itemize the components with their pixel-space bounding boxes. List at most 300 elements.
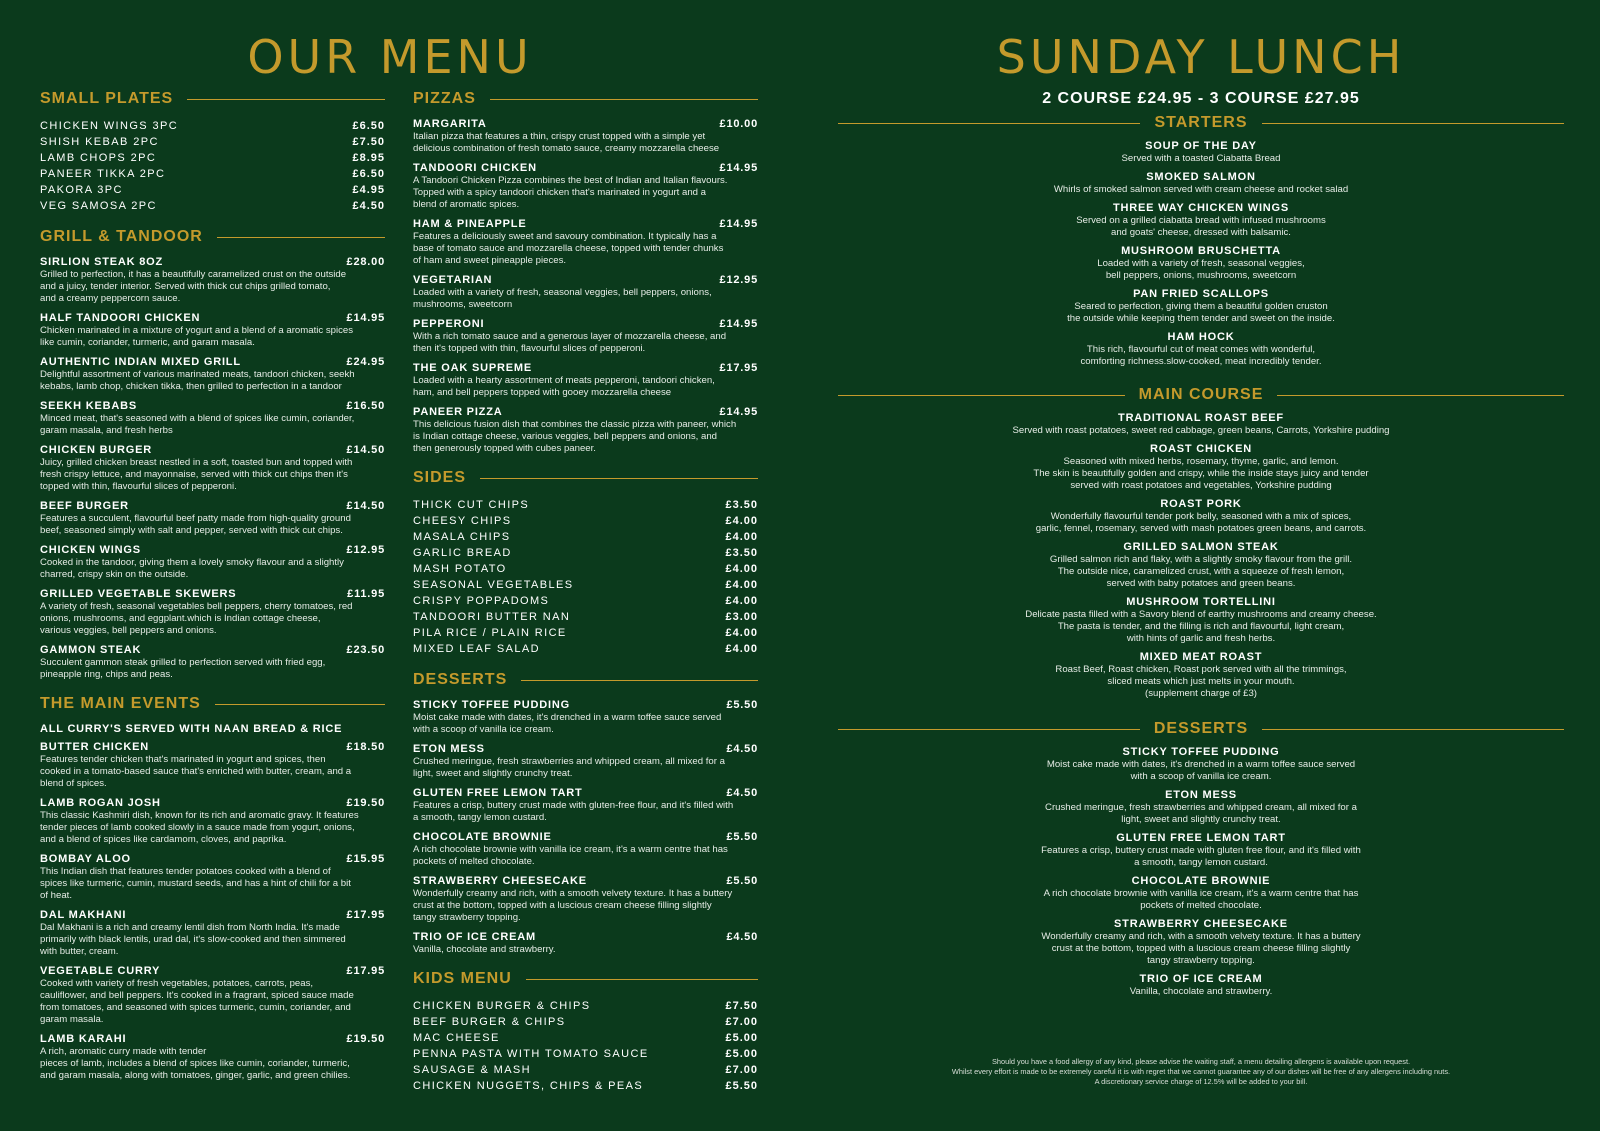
- menu-item-header: [40, 400, 385, 413]
- item-name: MIXED MEAT ROAST: [1139, 651, 1263, 663]
- item-price: £5.50: [726, 831, 758, 843]
- course-item: [838, 832, 1564, 869]
- menu-item-header: [413, 362, 758, 375]
- item-description: Vanilla, chocolate and strawberry.: [1129, 986, 1273, 997]
- item-name: PEPPERONI: [413, 318, 485, 330]
- item-name: ROAST PORK: [1160, 498, 1242, 510]
- starters-heading: [838, 112, 1564, 134]
- kids-list: [413, 998, 758, 1094]
- item-description: Served with a toasted Ciabatta Bread: [1121, 153, 1281, 164]
- item-price: £7.50: [352, 136, 385, 148]
- menu-item-header: [40, 356, 385, 369]
- menu-item-row: [413, 609, 758, 625]
- item-description: Delicate pasta filled with a Savory blend of earthy mushrooms and creamy cheese. The pasta is tender, and the filling is rich and flavourful, light cream, with hints of garlic and fresh herbs.: [1025, 609, 1377, 644]
- heading-rule: [838, 123, 1140, 124]
- heading-rule: [526, 979, 758, 980]
- item-description: Whirls of smoked salmon served with cream cheese and rocket salad: [1053, 184, 1349, 195]
- item-name: THE OAK SUPREME: [413, 362, 532, 374]
- item-price: £4.50: [726, 787, 758, 799]
- main-events-heading: [40, 693, 385, 715]
- sunday-desserts-heading: [838, 718, 1564, 740]
- starters-label: STARTERS: [1154, 114, 1248, 131]
- item-name: CHICKEN BURGER: [40, 444, 153, 456]
- item-name: STICKY TOFFEE PUDDING: [413, 699, 570, 711]
- grill-section: [40, 226, 385, 681]
- item-description: Features tender chicken that's marinated in yogurt and spices, then cooked in a tomato-based sauce that's enriched with butter, cream, and a blend of spices.: [40, 754, 352, 789]
- menu-item-row: [413, 513, 758, 529]
- item-name: ETON MESS: [413, 743, 485, 755]
- small-plates-list: [40, 118, 385, 214]
- course-item: [838, 412, 1564, 437]
- menu-item-row: [40, 134, 385, 150]
- item-description: With a rich tomato sauce and a generous layer of mozzarella cheese, and then it's topped with thin, flavourful slices of pepperoni.: [413, 331, 727, 354]
- item-description: Loaded with a hearty assortment of meats pepperoni, tandoori chicken, ham, and bell peppers topped with gooey mozzarella cheese: [413, 375, 715, 398]
- main-course-label: MAIN COURSE: [1138, 386, 1264, 403]
- item-name: STICKY TOFFEE PUDDING: [1122, 746, 1280, 758]
- menu-item-row: [413, 593, 758, 609]
- sunday-desserts-list: [838, 746, 1564, 998]
- item-description: Crushed meringue, fresh strawberries and whipped cream, all mixed for a light, sweet and slightly crunchy treat.: [413, 756, 725, 779]
- item-name: TANDOORI BUTTER NAN: [413, 611, 571, 623]
- menu-item-row: [413, 545, 758, 561]
- menu-item-header: [413, 406, 758, 419]
- item-price: £7.00: [725, 1064, 758, 1076]
- item-price: £14.95: [719, 318, 758, 330]
- item-description: Wonderfully flavourful tender pork belly, seasoned with a mix of spices, garlic, fennel, rosemary, served with mash potatoes green beans, and carrots.: [1035, 511, 1367, 534]
- item-price: £5.00: [725, 1048, 758, 1060]
- item-price: £17.95: [346, 909, 385, 921]
- item-description: Seared to perfection, giving them a beautiful golden cruston the outside while keeping them tender and sweet on the inside.: [1067, 301, 1335, 324]
- heading-rule: [1262, 729, 1564, 730]
- pizzas-section: [413, 88, 758, 455]
- item-name: LAMB CHOPS 2PC: [40, 152, 157, 164]
- menu-item: [413, 875, 758, 924]
- item-price: £19.50: [346, 1033, 385, 1045]
- item-price: £3.50: [725, 547, 758, 559]
- item-name: THICK CUT CHIPS: [413, 499, 530, 511]
- main-events-label: THE MAIN EVENTS: [40, 695, 201, 712]
- item-name: SAUSAGE & MASH: [413, 1064, 532, 1076]
- item-name: MUSHROOM TORTELLINI: [1126, 596, 1276, 608]
- item-price: £15.95: [346, 853, 385, 865]
- item-description: A Tandoori Chicken Pizza combines the best of Indian and Italian flavours. Topped with a spicy tandoori chicken that's marinated in yogurt and a blend of aromatic spices.: [413, 175, 728, 210]
- menu-item-header: [40, 741, 385, 754]
- menu-item-header: [40, 797, 385, 810]
- item-description: Crushed meringue, fresh strawberries and whipped cream, all mixed for a light, sweet and slightly crunchy treat.: [1045, 802, 1357, 825]
- item-name: CHEESY CHIPS: [413, 515, 512, 527]
- item-name: CHOCOLATE BROWNIE: [413, 831, 552, 843]
- item-name: ETON MESS: [1165, 789, 1237, 801]
- menu-item: [413, 787, 758, 824]
- menu-item: [40, 588, 385, 637]
- menu-item-row: [40, 150, 385, 166]
- item-description: Moist cake made with dates, it's drenched in a warm toffee sauce served with a scoop of vanilla ice cream.: [413, 712, 722, 735]
- sides-list: [413, 497, 758, 657]
- sunday-desserts-label: DESSERTS: [1153, 720, 1249, 737]
- item-description: Cooked in the tandoor, giving them a lovely smoky flavour and a slightly charred, crispy skin on the outside.: [40, 557, 344, 580]
- course-item: [838, 651, 1564, 700]
- course-item: [838, 288, 1564, 325]
- menu-item-header: [413, 318, 758, 331]
- item-description: Served with roast potatoes, sweet red cabbage, green beans, Carrots, Yorkshire pudding: [1012, 425, 1390, 436]
- item-price: £12.95: [719, 274, 758, 286]
- course-item: [838, 918, 1564, 967]
- item-price: £5.50: [726, 699, 758, 711]
- item-description: Features a crisp, buttery crust made with gluten-free flour, and it's filled with a smooth, tangy lemon custard.: [413, 800, 734, 823]
- our-menu-title: OUR MENU: [247, 30, 533, 84]
- menu-item: [413, 743, 758, 780]
- item-name: MAC CHEESE: [413, 1032, 500, 1044]
- pizzas-heading: [413, 88, 758, 110]
- menu-item-header: [413, 875, 758, 888]
- item-name: HALF TANDOORI CHICKEN: [40, 312, 201, 324]
- item-name: GLUTEN FREE LEMON TART: [1116, 832, 1286, 844]
- item-name: ROAST CHICKEN: [1149, 443, 1253, 455]
- menu-item: [40, 312, 385, 349]
- sides-label: SIDES: [413, 469, 467, 486]
- item-price: £5.00: [725, 1032, 758, 1044]
- grill-label: GRILL & TANDOOR: [40, 228, 203, 245]
- allergy-footer: Should you have a food allergy of any kind, please advise the waiting staff, a menu detailing allergens is available upon request. Whilst every effort is made to be extremely careful it is with regret that we cannot guarantee any of our dishes will be free of any allergens including nuts. A discretionary service charge of 12.5% will be added to your bill.: [951, 1057, 1451, 1086]
- item-description: Served on a grilled ciabatta bread with infused mushrooms and goats' cheese, dressed with balsamic.: [1076, 215, 1326, 238]
- course-item: [838, 973, 1564, 998]
- item-name: MASALA CHIPS: [413, 531, 511, 543]
- item-description: Seasoned with mixed herbs, rosemary, thyme, garlic, and lemon. The skin is beautifully golden and crispy, while the inside stays juicy and tender served with roast potatoes and vegetables, Yorkshire pudding: [1033, 456, 1369, 491]
- item-name: VEG SAMOSA 2PC: [40, 200, 157, 212]
- item-price: £14.50: [346, 444, 385, 456]
- menu-item: [413, 931, 758, 956]
- sunday-lunch-title: SUNDAY LUNCH: [996, 30, 1406, 84]
- middle-column: [413, 88, 758, 1094]
- menu-item-header: [413, 162, 758, 175]
- item-description: Features a deliciously sweet and savoury combination. It typically has a base of tomato sauce and mozzarella cheese, topped with tender chunks of ham and sweet pineapple pieces.: [413, 231, 724, 266]
- item-name: DAL MAKHANI: [40, 909, 127, 921]
- menu-item: [40, 909, 385, 958]
- item-name: CHICKEN WINGS: [40, 544, 141, 556]
- menu-item: [413, 406, 758, 455]
- item-price: £4.00: [725, 643, 758, 655]
- item-name: HAM HOCK: [1167, 331, 1235, 343]
- item-description: Grilled salmon rich and flaky, with a slightly smoky flavour from the grill. The outside nice, caramelized crust, with a squeeze of fresh lemon, served with baby potatoes and green beans.: [1049, 554, 1353, 589]
- item-price: £19.50: [346, 797, 385, 809]
- desserts-left-list: [413, 699, 758, 956]
- item-price: £14.95: [719, 218, 758, 230]
- item-description: Juicy, grilled chicken breast nestled in a soft, toasted bun and topped with fresh crispy lettuce, and mayonnaise, served with thick cut chips then it's topped with thin, flavourful slices of pepperoni.: [40, 457, 353, 492]
- menu-item-row: [40, 118, 385, 134]
- item-price: £6.50: [352, 120, 385, 132]
- item-name: LAMB ROGAN JOSH: [40, 797, 161, 809]
- menu-item: [413, 831, 758, 868]
- item-name: PANEER TIKKA 2PC: [40, 168, 166, 180]
- item-description: Loaded with a variety of fresh, seasonal veggies, bell peppers, onions, mushrooms, sweetcorn: [1097, 258, 1305, 281]
- item-name: STRAWBERRY CHEESECAKE: [413, 875, 587, 887]
- item-description: A variety of fresh, seasonal vegetables bell peppers, cherry tomatoes, red onions, mushrooms, and eggplant.which is Indian cottage cheese, various veggies, bell peppers and onions.: [40, 601, 353, 636]
- course-item: [838, 596, 1564, 645]
- menu-item-row: [413, 561, 758, 577]
- menu-item-row: [413, 1062, 758, 1078]
- item-name: TRIO OF ICE CREAM: [1139, 973, 1263, 985]
- item-price: £4.00: [725, 627, 758, 639]
- item-description: Loaded with a variety of fresh, seasonal veggies, bell peppers, onions, mushrooms, sweetcorn: [413, 287, 712, 310]
- item-price: £7.50: [725, 1000, 758, 1012]
- item-name: GLUTEN FREE LEMON TART: [413, 787, 583, 799]
- item-price: £23.50: [346, 644, 385, 656]
- item-name: GRILLED VEGETABLE SKEWERS: [40, 588, 237, 600]
- main-events-list: [40, 741, 385, 1082]
- item-name: PENNA PASTA WITH TOMATO SAUCE: [413, 1048, 649, 1060]
- item-price: £16.50: [346, 400, 385, 412]
- item-price: £4.00: [725, 563, 758, 575]
- heading-rule: [838, 395, 1125, 396]
- item-price: £4.00: [725, 579, 758, 591]
- item-description: Minced meat, that's seasoned with a blend of spices like cumin, coriander, garam masala, and fresh herbs: [40, 413, 355, 436]
- menu-item: [40, 500, 385, 537]
- item-name: SIRLION STEAK 8OZ: [40, 256, 163, 268]
- menu-item-row: [413, 577, 758, 593]
- menu-item-header: [413, 787, 758, 800]
- course-item: [838, 331, 1564, 368]
- item-price: £10.00: [719, 118, 758, 130]
- small-plates-heading: [40, 88, 385, 110]
- course-item: [838, 245, 1564, 282]
- sides-heading: [413, 467, 758, 489]
- item-name: MASH POTATO: [413, 563, 507, 575]
- item-description: Chicken marinated in a mixture of yogurt and a blend of a aromatic spices like cumin, coriander, turmeric, and garam masala.: [40, 325, 354, 348]
- course-item: [838, 746, 1564, 783]
- main-events-section: [40, 693, 385, 1082]
- course-item: [838, 789, 1564, 826]
- menu-item: [40, 741, 385, 790]
- kids-label: KIDS MENU: [413, 970, 512, 987]
- menu-item-header: [413, 931, 758, 944]
- menu-item: [413, 362, 758, 399]
- item-name: CHICKEN NUGGETS, CHIPS & PEAS: [413, 1080, 644, 1092]
- menu-item-header: [413, 743, 758, 756]
- menu-item-row: [413, 625, 758, 641]
- menu-item-header: [40, 544, 385, 557]
- pizzas-label: PIZZAS: [413, 90, 476, 107]
- menu-item: [40, 444, 385, 493]
- menu-item-row: [413, 641, 758, 657]
- item-price: £4.00: [725, 531, 758, 543]
- menu-item-row: [413, 529, 758, 545]
- menu-item-header: [40, 444, 385, 457]
- item-description: Cooked with variety of fresh vegetables, potatoes, carrots, peas, cauliflower, and bell peppers. It's cooked in a fragrant, spiced sauce made from tomatoes, and seasoned with spices turmeric, cumin, coriander, and garam masala.: [40, 978, 354, 1025]
- desserts-left-label: DESSERTS: [413, 671, 508, 688]
- menu-item-header: [40, 909, 385, 922]
- menu-item-header: [40, 853, 385, 866]
- item-description: A rich chocolate brownie with vanilla ice cream, it's a warm centre that has pockets of melted chocolate.: [1043, 888, 1359, 911]
- item-price: £3.00: [725, 611, 758, 623]
- item-name: PANEER PIZZA: [413, 406, 503, 418]
- starters-list: [838, 140, 1564, 368]
- item-price: £4.50: [726, 931, 758, 943]
- grill-list: [40, 256, 385, 681]
- desserts-left-section: [413, 669, 758, 956]
- menu-item: [40, 256, 385, 305]
- item-name: MIXED LEAF SALAD: [413, 643, 540, 655]
- menu-item: [413, 274, 758, 311]
- item-description: This rich, flavourful cut of meat comes with wonderful, comforting richness.slow-cooked, meat incredibly tender.: [1080, 344, 1322, 367]
- item-description: Moist cake made with dates, it's drenched in a warm toffee sauce served with a scoop of vanilla ice cream.: [1046, 759, 1356, 782]
- item-description: Wonderfully creamy and rich, with a smooth velvety texture. It has a buttery crust at the bottom, topped with a luscious cream cheese filling slightly tangy strawberry topping.: [413, 888, 733, 923]
- item-description: Succulent gammon steak grilled to perfection served with fried egg, pineapple ring, chips and peas.: [40, 657, 326, 680]
- menu-item-header: [40, 256, 385, 269]
- menu-item: [413, 699, 758, 736]
- item-name: TANDOORI CHICKEN: [413, 162, 537, 174]
- item-name: MARGARITA: [413, 118, 487, 130]
- menu-item-row: [413, 1078, 758, 1094]
- item-price: £11.95: [347, 588, 385, 600]
- menu-item: [413, 118, 758, 155]
- item-price: £14.95: [719, 406, 758, 418]
- menu-item-header: [413, 831, 758, 844]
- item-name: TRADITIONAL ROAST BEEF: [1118, 412, 1284, 424]
- item-name: CHOCOLATE BROWNIE: [1131, 875, 1271, 887]
- item-name: BOMBAY ALOO: [40, 853, 131, 865]
- menu-item-header: [40, 312, 385, 325]
- item-price: £4.00: [725, 595, 758, 607]
- item-name: SOUP OF THE DAY: [1145, 140, 1257, 152]
- item-description: Italian pizza that features a thin, crispy crust topped with a simple yet delicious combination of fresh tomato sauce, creamy mozzarella cheese: [413, 131, 720, 154]
- heading-rule: [1262, 123, 1564, 124]
- item-price: £14.95: [719, 162, 758, 174]
- course-item: [838, 498, 1564, 535]
- menu-item-row: [413, 998, 758, 1014]
- item-price: £6.50: [352, 168, 385, 180]
- sunday-lunch-panel: [838, 90, 1564, 1004]
- item-name: SMOKED SALMON: [1146, 171, 1256, 183]
- heading-rule: [480, 478, 758, 479]
- item-name: MUSHROOM BRUSCHETTA: [1121, 245, 1281, 257]
- course-item: [838, 171, 1564, 196]
- heading-rule: [838, 729, 1140, 730]
- item-name: BUTTER CHICKEN: [40, 741, 149, 753]
- item-name: VEGETABLE CURRY: [40, 965, 161, 977]
- left-column: [40, 88, 385, 1089]
- item-name: PAKORA 3PC: [40, 184, 123, 196]
- menu-item-row: [413, 497, 758, 513]
- item-name: THREE WAY CHICKEN WINGS: [1112, 202, 1290, 214]
- item-price: £4.95: [352, 184, 385, 196]
- item-name: HAM & PINEAPPLE: [413, 218, 527, 230]
- main-events-subheading: ALL CURRY'S SERVED WITH NAAN BREAD & RICE: [40, 723, 343, 735]
- item-description: Delightful assortment of various marinated meats, tandoori chicken, seekh kebabs, lamb chop, chicken tikka, then grilled to perfection in a tandoor: [40, 369, 355, 392]
- item-price: £28.00: [346, 256, 385, 268]
- item-description: This classic Kashmiri dish, known for its rich and aromatic gravy. It features tender pieces of lamb cooked slowly in a sauce made from yogurt, onions, and a blend of spices like cardamom, cloves, and paprika.: [40, 810, 359, 845]
- small-plates-label: SMALL PLATES: [40, 90, 174, 107]
- menu-item-row: [40, 198, 385, 214]
- item-price: £12.95: [346, 544, 385, 556]
- item-name: PAN FRIED SCALLOPS: [1133, 288, 1269, 300]
- menu-item-row: [40, 166, 385, 182]
- menu-item-row: [413, 1046, 758, 1062]
- item-name: BEEF BURGER & CHIPS: [413, 1016, 566, 1028]
- item-name: BEEF BURGER: [40, 500, 129, 512]
- item-price: £4.00: [725, 515, 758, 527]
- item-name: SEASONAL VEGETABLES: [413, 579, 574, 591]
- item-name: AUTHENTIC INDIAN MIXED GRILL: [40, 356, 241, 368]
- menu-item: [40, 400, 385, 437]
- item-name: SHISH KEBAB 2PC: [40, 136, 159, 148]
- item-price: £3.50: [725, 499, 758, 511]
- menu-item: [413, 218, 758, 267]
- course-item: [838, 443, 1564, 492]
- item-name: PILA RICE / PLAIN RICE: [413, 627, 567, 639]
- heading-rule: [490, 99, 758, 100]
- desserts-left-heading: [413, 669, 758, 691]
- menu-item: [40, 965, 385, 1026]
- menu-item-row: [40, 182, 385, 198]
- item-name: LAMB KARAHI: [40, 1033, 127, 1045]
- menu-item: [413, 162, 758, 211]
- item-price: £17.95: [719, 362, 758, 374]
- kids-heading: [413, 968, 758, 990]
- pizzas-list: [413, 118, 758, 455]
- item-description: Features a crisp, buttery crust made with gluten free flour, and it's filled with a smooth, tangy lemon custard.: [1041, 845, 1361, 868]
- course-item: [838, 202, 1564, 239]
- item-name: CRISPY POPPADOMS: [413, 595, 550, 607]
- menu-item-header: [40, 965, 385, 978]
- item-name: VEGETARIAN: [413, 274, 493, 286]
- heading-rule: [217, 237, 385, 238]
- menu-item: [40, 797, 385, 846]
- grill-heading: [40, 226, 385, 248]
- item-price: £4.50: [352, 200, 385, 212]
- item-description: This Indian dish that features tender potatoes cooked with a blend of spices like turmeric, cumin, mustard seeds, and has a hint of chili for a bit of heat.: [40, 866, 351, 901]
- item-price: £5.50: [726, 875, 758, 887]
- item-name: CHICKEN WINGS 3PC: [40, 120, 179, 132]
- menu-item-header: [40, 644, 385, 657]
- menu-item: [40, 356, 385, 393]
- menu-item-row: [413, 1030, 758, 1046]
- item-name: TRIO OF ICE CREAM: [413, 931, 536, 943]
- item-description: A rich, aromatic curry made with tender pieces of lamb, includes a blend of spices like cumin, coriander, turmeric, and garam masala, along with tomatoes, ginger, garlic, and green chilies.: [40, 1046, 351, 1081]
- item-price: £8.95: [352, 152, 385, 164]
- sunday-price-line: 2 COURSE £24.95 - 3 COURSE £27.95: [1042, 90, 1360, 107]
- menu-item-header: [40, 1033, 385, 1046]
- menu-item: [413, 318, 758, 355]
- item-description: Grilled to perfection, it has a beautifully caramelized crust on the outside and a juicy, tender interior. Served with thick cut chips grilled tomato, and a creamy peppercorn sauce.: [40, 269, 347, 304]
- item-name: GAMMON STEAK: [40, 644, 142, 656]
- item-name: GRILLED SALMON STEAK: [1123, 541, 1279, 553]
- item-name: STRAWBERRY CHEESECAKE: [1114, 918, 1288, 930]
- course-item: [838, 140, 1564, 165]
- small-plates-section: [40, 88, 385, 214]
- item-price: £14.95: [346, 312, 385, 324]
- sides-section: [413, 467, 758, 657]
- course-item: [838, 541, 1564, 590]
- item-price: £5.50: [725, 1080, 758, 1092]
- item-name: GARLIC BREAD: [413, 547, 512, 559]
- menu-item-header: [413, 218, 758, 231]
- menu-item: [40, 1033, 385, 1082]
- heading-rule: [521, 680, 758, 681]
- item-description: Wonderfully creamy and rich, with a smooth velvety texture. It has a buttery crust at the bottom, topped with a luscious cream cheese filling slightly tangy strawberry topping.: [1041, 931, 1361, 966]
- kids-section: [413, 968, 758, 1094]
- item-name: SEEKH KEBABS: [40, 400, 138, 412]
- menu-item-header: [413, 274, 758, 287]
- heading-rule: [187, 99, 385, 100]
- menu-item-header: [413, 118, 758, 131]
- main-course-list: [838, 412, 1564, 700]
- item-price: £14.50: [346, 500, 385, 512]
- item-description: A rich chocolate brownie with vanilla ice cream, it's a warm centre that has pockets of melted chocolate.: [413, 844, 728, 867]
- item-price: £18.50: [346, 741, 385, 753]
- menu-item: [40, 644, 385, 681]
- menu-item-header: [40, 588, 385, 601]
- heading-rule: [1277, 395, 1564, 396]
